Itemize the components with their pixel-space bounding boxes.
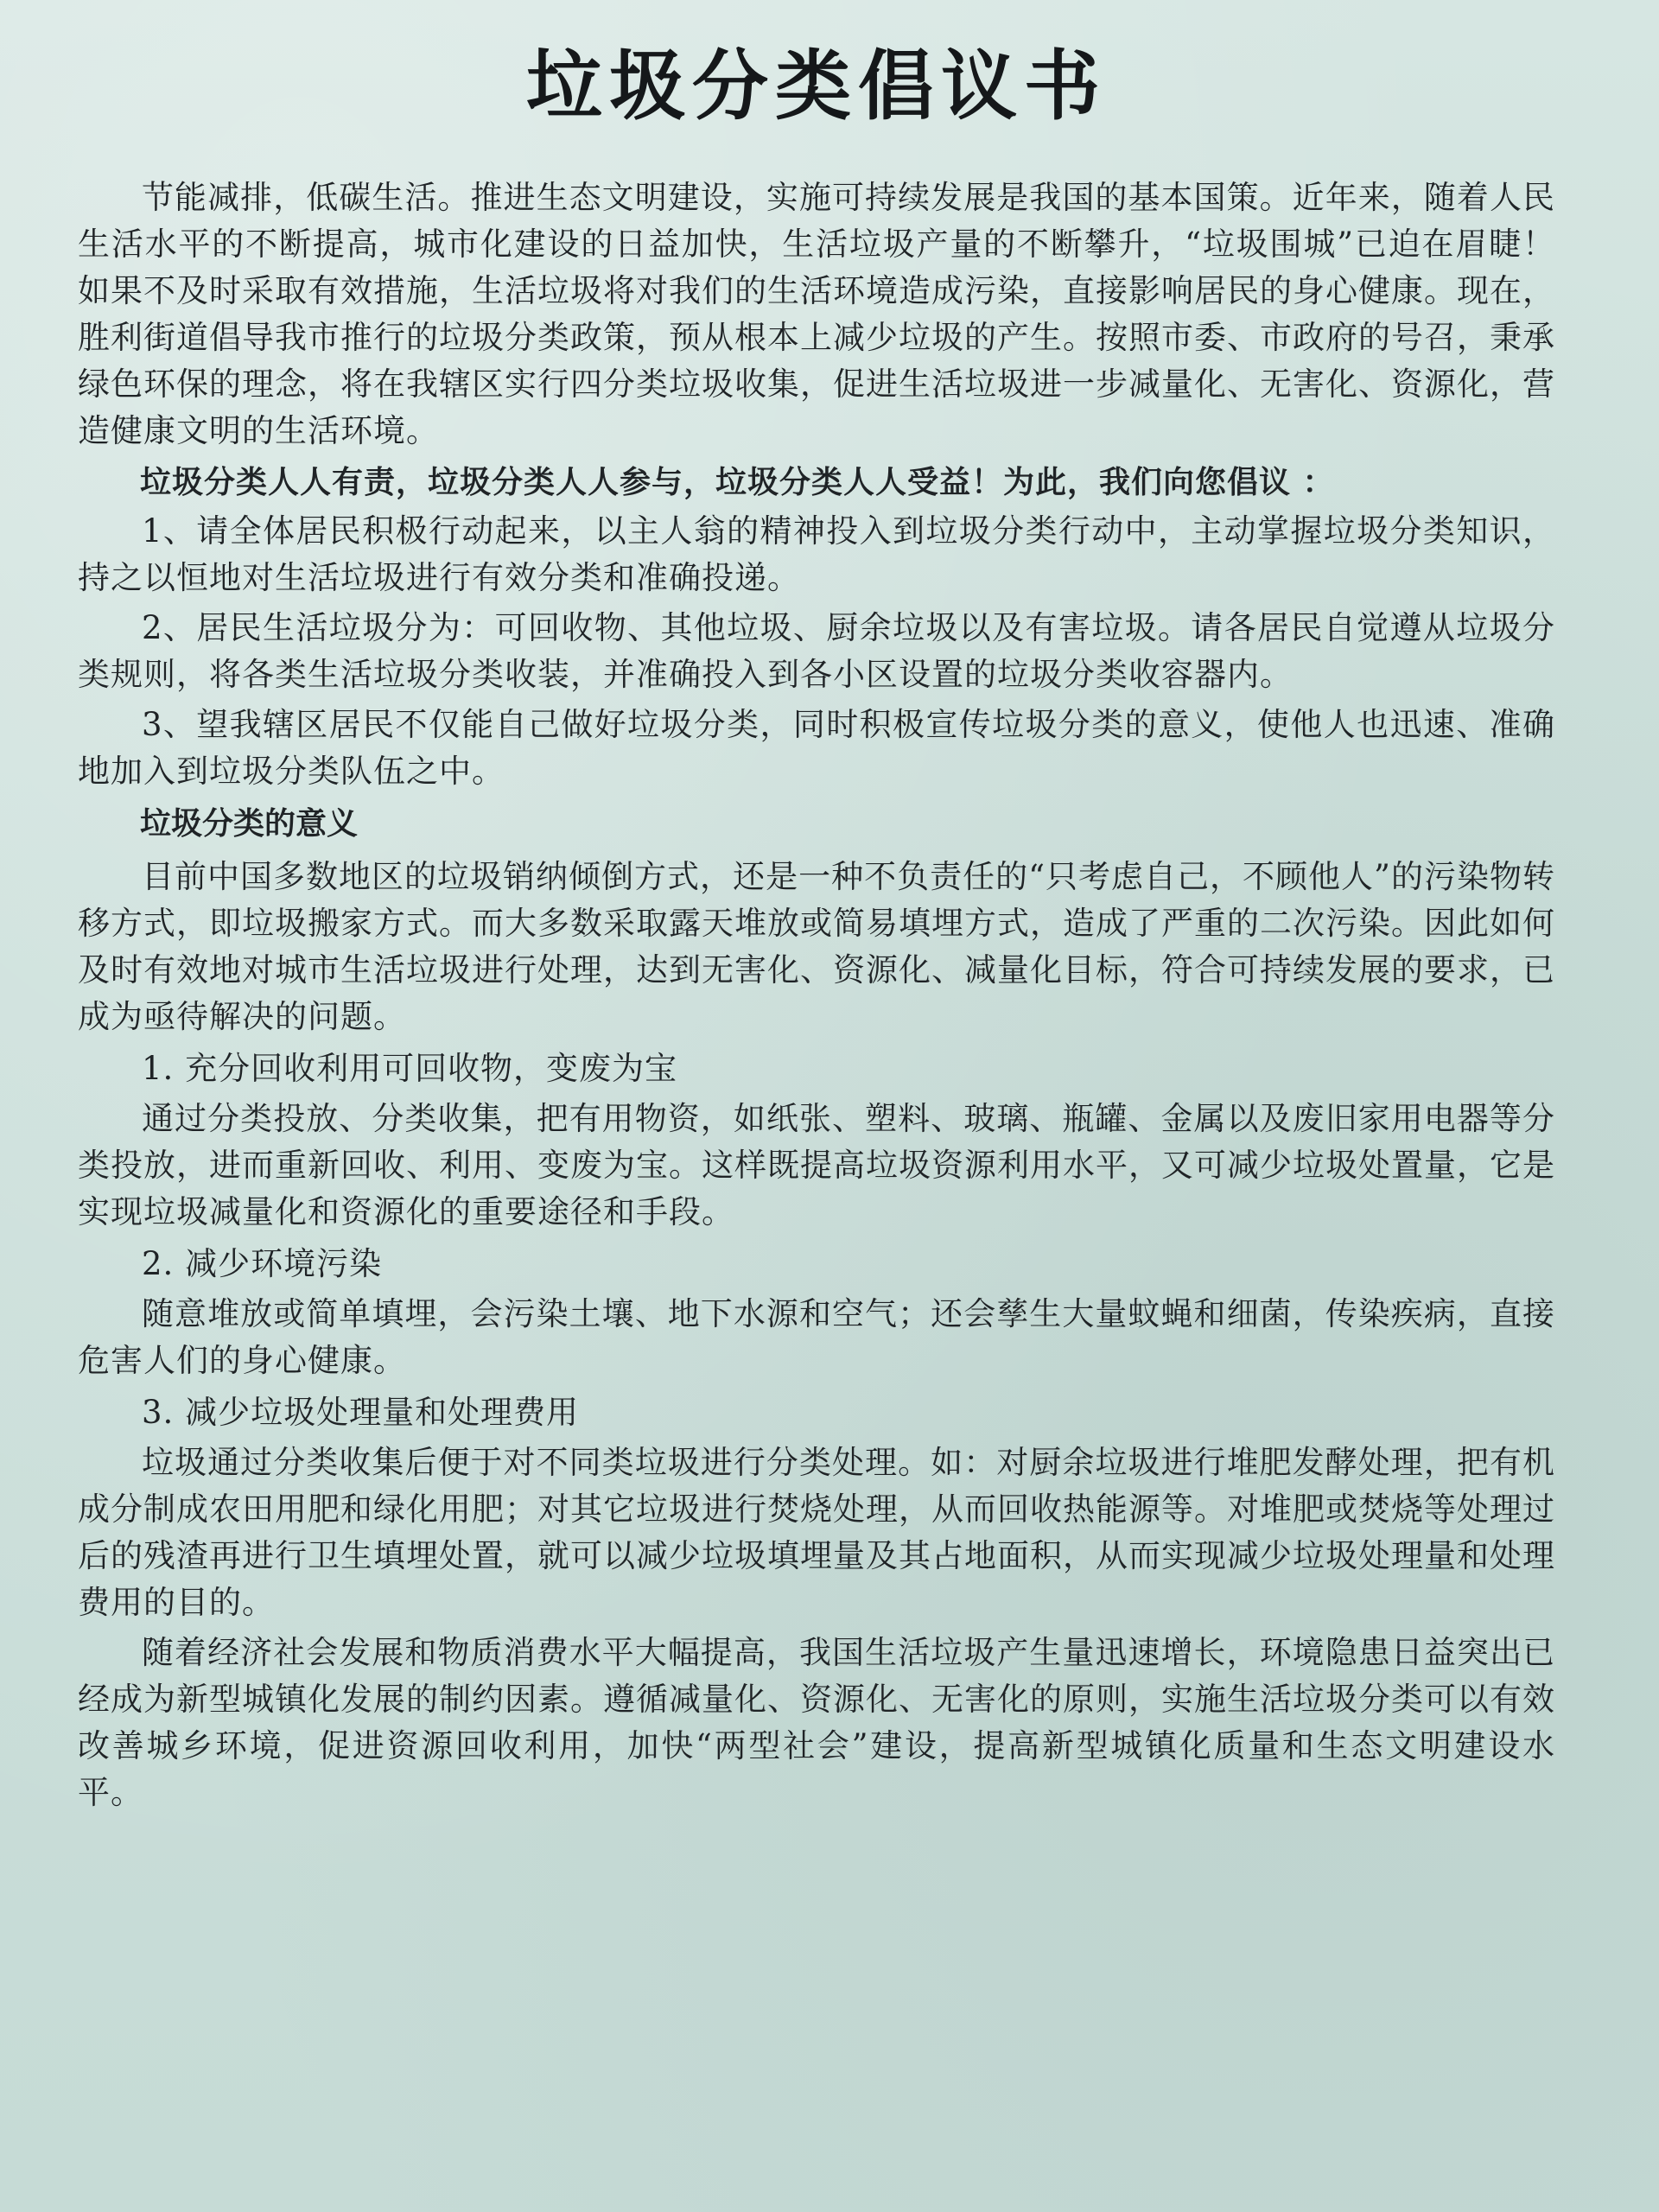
significance-intro: 目前中国多数地区的垃圾销纳倾倒方式，还是一种不负责任的“只考虑自己，不顾他人”的污染物转移方式，即垃圾搬家方式。而大多数采取露天堆放或简易填埋方式，造成了严重的二次污染。因此如何及时有效地对城市生活垃圾进行处理，达到无害化、资源化、减量化目标，符合可持续发展的要求，已成为亟待解决的问题。 [78,858,1555,1035]
point-3-body: 垃圾通过分类收集后便于对不同类垃圾进行分类处理。如：对厨余垃圾进行堆肥发酵处理，把有机成分制成农田用肥和绿化用肥；对其它垃圾进行焚烧处理，从而回收热能源等。对堆肥或焚烧等处理过后的残渣再进行卫生填埋处置，就可以减少垃圾填埋量及其占地面积，从而实现减少垃圾处理量和处理费用的目的。 [78,1444,1555,1621]
point-1-body: 通过分类投放、分类收集，把有用物资，如纸张、塑料、玻璃、瓶罐、金属以及废旧家用电器等分类投放，进而重新回收、利用、变废为宝。这样既提高垃圾资源利用水平，又可减少垃圾处置量，它是实现垃圾减量化和资源化的重要途径和手段。 [78,1100,1555,1230]
closing-paragraph: 随着经济社会发展和物质消费水平大幅提高，我国生活垃圾产生量迅速增长，环境隐患日益突出已经成为新型城镇化发展的制约因素。遵循减量化、资源化、无害化的原则，实施生活垃圾分类可以有效改善城乡环境，促进资源回收利用，加快“两型社会”建设，提高新型城镇化质量和生态文明建设水平。 [78,1634,1555,1811]
proposal-2: 2、居民生活垃圾分为：可回收物、其他垃圾、厨余垃圾以及有害垃圾。请各居民自觉遵从垃圾分类规则，将各类生活垃圾分类收装，并准确投入到各小区设置的垃圾分类收容器内。 [78,609,1555,693]
proposal-1: 1、请全体居民积极行动起来，以主人翁的精神投入到垃圾分类行动中，主动掌握垃圾分类知识，持之以恒地对生活垃圾进行有效分类和准确投递。 [78,512,1555,596]
proposal-3: 3、望我辖区居民不仅能自己做好垃圾分类，同时积极宣传垃圾分类的意义，使他人也迅速、准确地加入到垃圾分类队伍之中。 [78,706,1555,790]
document-title: 垃圾分类倡议书 [525,41,1107,130]
intro-paragraph: 节能减排，低碳生活。推进生态文明建设，实施可持续发展是我国的基本国策。近年来，随着人民生活水平的不断提高，城市化建设的日益加快，生活垃圾产量的不断攀升，“垃圾围城”已迫在眉睫！如果不及时采取有效措施，生活垃圾将对我们的生活环境造成污染，直接影响居民的身心健康。现在，胜利街道倡导我市推行的垃圾分类政策，预从根本上减少垃圾的产生。按照市委、市政府的号召，秉承绿色环保的理念，将在我辖区实行四分类垃圾收集，促进生活垃圾进一步减量化、无害化、资源化，营造健康文明的生活环境。 [78,179,1555,449]
significance-heading: 垃圾分类的意义 [140,806,359,842]
point-2-heading: 2. 减少环境污染 [142,1245,383,1282]
point-1-heading: 1. 充分回收利用可回收物，变废为宝 [142,1050,678,1087]
point-2-body: 随意堆放或简单填埋，会污染土壤、地下水源和空气；还会孳生大量蚊蝇和细菌，传染疾病，直接危害人们的身心健康。 [78,1295,1555,1379]
point-3-heading: 3. 减少垃圾处理量和处理费用 [142,1394,580,1431]
call-to-action: 垃圾分类人人有责，垃圾分类人人参与，垃圾分类人人受益！为此，我们向您倡议 ： [140,465,1335,500]
